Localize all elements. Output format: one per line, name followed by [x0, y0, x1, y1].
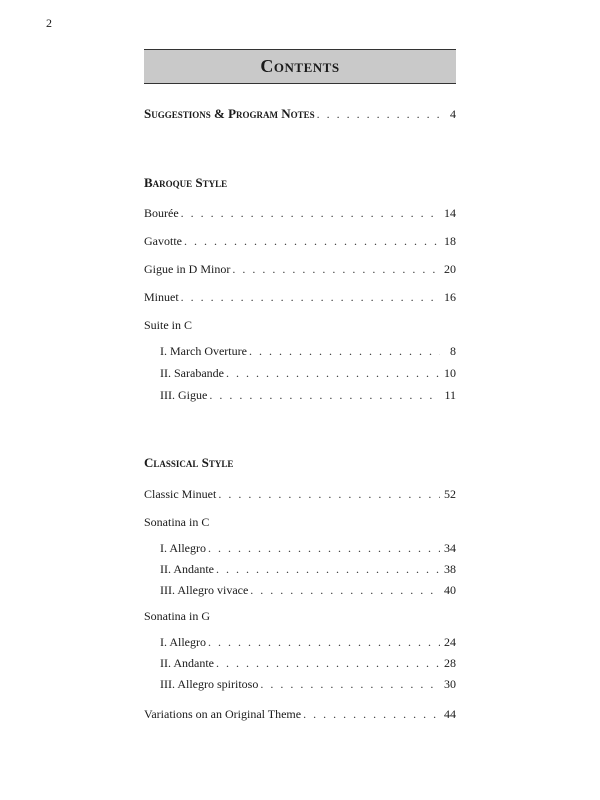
dot-leader [317, 107, 440, 122]
toc-page: 20 [444, 262, 456, 276]
toc-label: Minuet [144, 290, 179, 304]
toc-label: III. Gigue [160, 388, 208, 402]
toc-subentry[interactable] [160, 583, 456, 598]
toc-subentry[interactable] [160, 562, 456, 577]
toc-page: 14 [444, 206, 456, 220]
toc-label: I. Allegro [160, 635, 206, 649]
dot-leader [226, 366, 440, 381]
toc-group-title: Suite in C [144, 318, 193, 332]
toc-entry[interactable] [144, 487, 456, 502]
toc-page: 18 [444, 234, 456, 248]
toc-subentry[interactable] [160, 541, 456, 556]
toc-page: 44 [444, 707, 456, 721]
dot-leader [260, 677, 440, 692]
toc-page: 34 [444, 541, 456, 555]
toc-subentry[interactable] [160, 656, 456, 671]
toc-label: Classic Minuet [144, 487, 217, 501]
page-number: 2 [46, 16, 52, 30]
toc-label: Suggestions & Program Notes [144, 106, 315, 121]
dot-leader [184, 234, 440, 249]
toc-subentry[interactable] [160, 344, 456, 359]
toc-label: I. Allegro [160, 541, 206, 555]
contents-title: Contents [144, 49, 456, 84]
toc-page: 4 [450, 107, 456, 121]
toc-page: 30 [444, 677, 456, 691]
toc-label: II. Sarabande [160, 366, 224, 380]
toc-page: 40 [444, 583, 456, 597]
dot-leader [216, 656, 440, 671]
toc-group-title: Sonatina in C [144, 515, 210, 529]
dot-leader [232, 262, 440, 277]
toc-label: Gavotte [144, 234, 182, 248]
toc-entry[interactable] [144, 707, 456, 722]
toc-entry[interactable] [144, 234, 456, 249]
dot-leader [208, 541, 440, 556]
toc-entry[interactable] [144, 290, 456, 305]
toc-page: 11 [444, 388, 456, 402]
toc-subentry[interactable] [160, 388, 456, 403]
section-heading-baroque: Baroque Style [144, 175, 228, 190]
toc-label: II. Andante [160, 656, 214, 670]
dot-leader [208, 635, 440, 650]
dot-leader [181, 290, 440, 305]
dot-leader [216, 562, 440, 577]
toc-subentry[interactable] [160, 677, 456, 692]
dot-leader [209, 388, 440, 403]
toc-label: I. March Overture [160, 344, 247, 358]
toc-label: III. Allegro spiritoso [160, 677, 259, 691]
dot-leader [218, 487, 440, 502]
toc-label: Variations on an Original Theme [144, 707, 302, 721]
toc-page: 8 [450, 344, 456, 358]
section-heading-classical: Classical Style [144, 455, 234, 470]
toc-page: 24 [444, 635, 456, 649]
toc-page: 28 [444, 656, 456, 670]
toc-page: 38 [444, 562, 456, 576]
toc-group-title: Sonatina in G [144, 609, 210, 623]
toc-label: Gigue in D Minor [144, 262, 231, 276]
toc-subentry[interactable] [160, 635, 456, 650]
toc-subentry[interactable] [160, 366, 456, 381]
dot-leader [250, 583, 440, 598]
toc-entry[interactable] [144, 206, 456, 221]
toc-page: 10 [444, 366, 456, 380]
toc-label: II. Andante [160, 562, 214, 576]
toc-entry-suggestions[interactable] [144, 106, 456, 122]
toc-label: III. Allegro vivace [160, 583, 249, 597]
toc-label: Bourée [144, 206, 179, 220]
dot-leader [249, 344, 440, 359]
dot-leader [181, 206, 440, 221]
dot-leader [303, 707, 440, 722]
toc-page: 16 [444, 290, 456, 304]
toc-page: 52 [444, 487, 456, 501]
toc-entry[interactable] [144, 262, 456, 277]
